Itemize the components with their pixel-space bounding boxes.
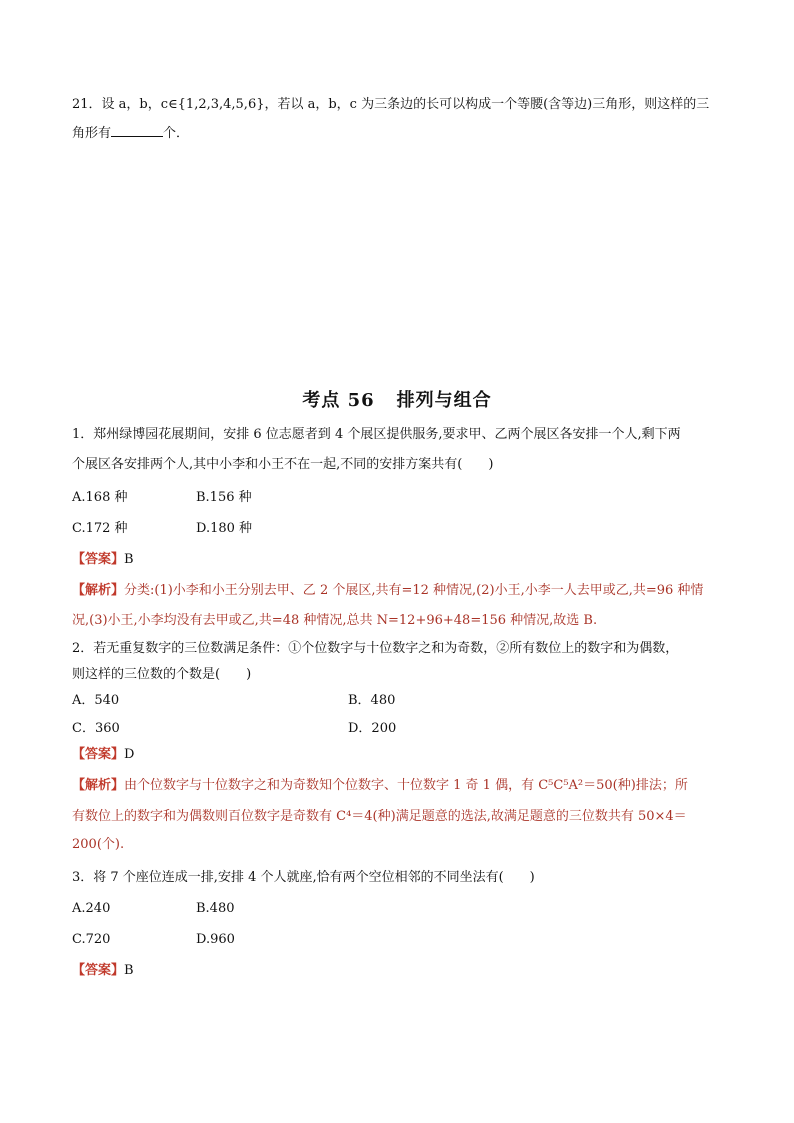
analysis-label: 【解析】	[72, 778, 125, 793]
question-3-option-d: D.960	[196, 932, 235, 947]
question-1-option-a: A.168 种	[72, 490, 128, 505]
question-2-line-2: 则这样的三位数的个数是( )	[72, 667, 252, 682]
question-3-line-1: 3．将 7 个座位连成一排,安排 4 个人就座,恰有两个空位相邻的不同坐法有( )	[72, 870, 535, 885]
answer-blank	[111, 124, 163, 137]
question-21-line-2	[72, 124, 189, 143]
question-1-analysis-line-1	[72, 582, 703, 600]
answer-label: 【答案】	[72, 963, 125, 978]
question-1-line-2: 个展区各安排两个人,其中小李和小王不在一起,不同的安排方案共有( )	[72, 457, 494, 472]
question-1-line-1: 1．郑州绿博园花展期间，安排 6 位志愿者到 4 个展区提供服务,要求甲、乙两个展区各安排一个人,剩下两	[72, 427, 681, 442]
question-3-option-c: C.720	[72, 932, 111, 947]
question-21-text-pre: 角形有	[72, 126, 112, 141]
question-1-option-c: C.172 种	[72, 521, 128, 536]
question-2-analysis-line-3: 200(个).	[72, 837, 125, 852]
question-1-analysis-line-2: 况,(3)小王,小李均没有去甲或乙,共=48 种情况,总共 N=12+96+48=156 种情况,故选 B.	[72, 613, 598, 628]
question-2-option-b: B．480	[348, 693, 396, 708]
section-title-text: 排列与组合	[396, 390, 492, 411]
analysis-label: 【解析】	[72, 583, 125, 598]
question-2-analysis-line-1	[72, 777, 688, 795]
answer-value: D	[124, 747, 135, 762]
question-3-answer	[72, 962, 134, 980]
section-title-number: 考点 56	[302, 390, 375, 411]
analysis-text: 由个位数字与十位数字之和为奇数知个位数字、十位数字 1 奇 1 偶，有 C⁵C⁵A²＝50(种)排法；所	[124, 778, 688, 793]
question-3-option-a: A.240	[72, 901, 111, 916]
question-2-option-d: D．200	[348, 721, 397, 736]
question-1-option-d: D.180 种	[196, 521, 253, 536]
question-2-answer	[72, 746, 134, 764]
question-1-answer	[72, 551, 134, 569]
answer-label: 【答案】	[72, 552, 125, 567]
question-21-line-1: 21．设 a，b，c∈{1,2,3,4,5,6}，若以 a，b，c 为三条边的长可以构成一个等腰(含等边)三角形，则这样的三	[72, 97, 710, 112]
section-title	[0, 386, 794, 412]
question-3-option-b: B.480	[196, 901, 235, 916]
question-2-option-a: A．540	[72, 693, 120, 708]
question-1-option-b: B.156 种	[196, 490, 252, 505]
answer-value: B	[124, 552, 134, 567]
question-21-text-post: 个．	[163, 126, 190, 141]
question-2-line-1: 2．若无重复数字的三位数满足条件：①个位数字与十位数字之和为奇数，②所有数位上的数字和为偶数，	[72, 641, 679, 656]
answer-value: B	[124, 963, 134, 978]
analysis-text: 分类:(1)小李和小王分别去甲、乙 2 个展区,共有=12 种情况,(2)小王,小李一人去甲或乙,共=96 种情	[124, 583, 704, 598]
answer-label: 【答案】	[72, 747, 125, 762]
question-2-analysis-line-2: 有数位上的数字和为偶数则百位数字是奇数有 C⁴＝4(种)满足题意的选法,故满足题意的三位数共有 50×4＝	[72, 809, 687, 824]
question-2-option-c: C．360	[72, 721, 120, 736]
